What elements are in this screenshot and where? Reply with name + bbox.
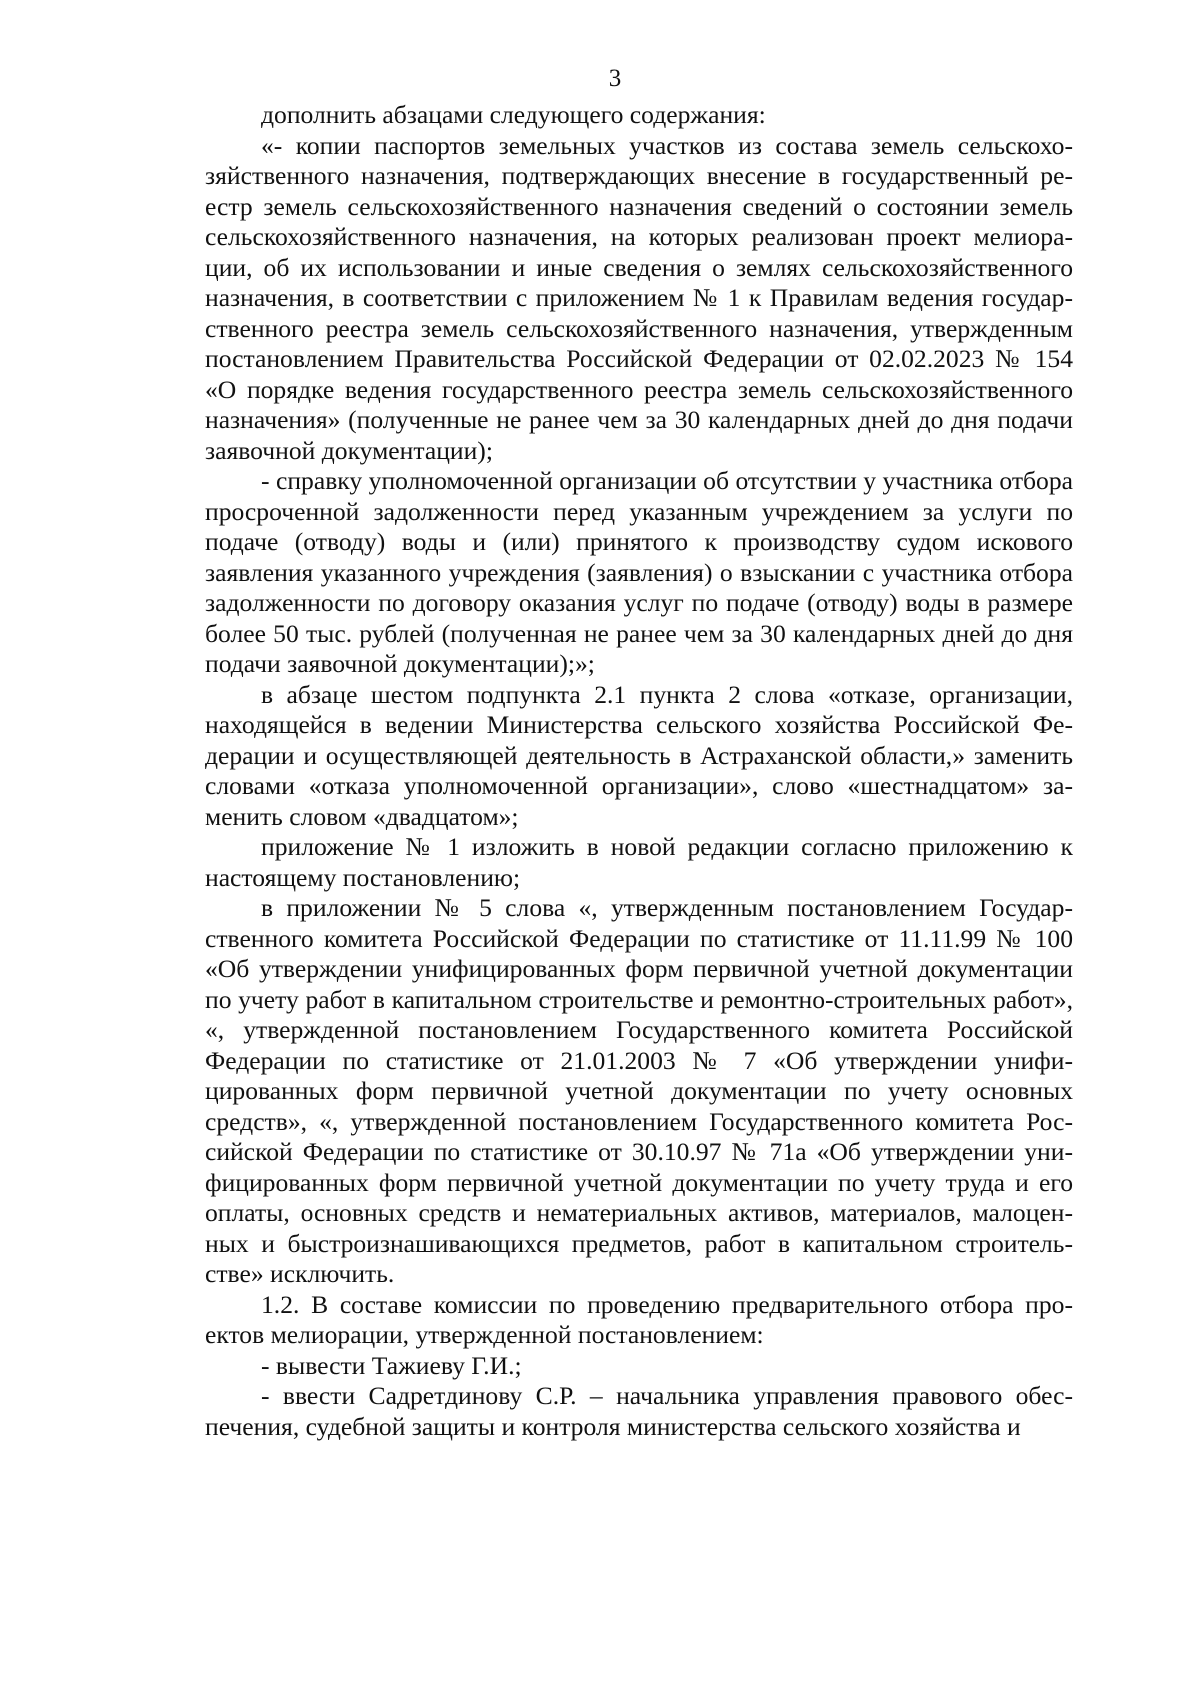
paragraph: - справку уполномоченной организации об отсутствии у участника отбора просроченной задолженности перед указанным учреждением за услуги по подаче (отводу) воды и (или) принятого к производству судом искового заявления указанного учреждения (заявления) о взыскании с участника отбора задолженности по договору оказания услуг по подаче (отводу) воды в размере более 50 тыс. рублей (полученная не ранее чем за 30 календарных дней до дня подачи заявочной документации);»;	[205, 466, 1073, 678]
paragraph: в абзаце шестом подпункта 2.1 пункта 2 слова «отказе, организации, находящейся в ведении Министерства сельского хозяйства Российской Федерации и осуществляющей деятельность в Астраханской области,» заменить словами «отказа уполномоченной организации», слово «шестнадцатом» заменить словом «двадцатом»;	[205, 679, 1073, 831]
document-body	[205, 100, 1073, 1442]
page-number: 3	[608, 65, 622, 92]
paragraph: в приложении № 5 слова «, утвержденным постановлением Государственного комитета Российской Федерации по статистике от 11.11.99 № 100 «Об утверждении унифицированных форм первичной учетной документации по учету работ в капитальном строительстве и ремонтно-строительных работ», «, утвержденной постановлением Государственного комитета Российской Федерации по статистике от 21.01.2003 № 7 «Об утверждении унифицированных форм первичной учетной документации по учету основных средств», «, утвержденной постановлением Государственного комитета Российской Федерации по статистике от 30.10.97 № 71а «Об утверждении унифицированных форм первичной учетной документации по учету труда и его оплаты, основных средств и нематериальных активов, материалов, малоценных и быстроизнашивающихся предметов, работ в капитальном строительстве» исключить.	[205, 893, 1073, 1288]
paragraph: 1.2. В составе комиссии по проведению предварительного отбора проектов мелиорации, утвержденной постановлением:	[205, 1289, 1073, 1349]
paragraph: дополнить абзацами следующего содержания:	[261, 100, 766, 129]
paragraph: - вывести Тажиеву Г.И.;	[261, 1350, 522, 1380]
paragraph: «- копии паспортов земельных участков из состава земель сельскохозяйственного назначения, подтверждающих внесение в государственный реестр земель сельскохозяйственного назначения сведений о состоянии земель сельскохозяйственного назначения, на которых реализован проект мелиорации, об их использовании и иные сведения о землях сельскохозяйственного назначения, в соответствии с приложением № 1 к Правилам ведения государственного реестра земель сельскохозяйственного назначения, утвержденным постановлением Правительства Российской Федерации от 02.02.2023 № 154 «О порядке ведения государственного реестра земель сельскохозяйственного назначения» (полученные не ранее чем за 30 календарных дней до дня подачи заявочной документации);	[205, 130, 1073, 465]
paragraph: - ввести Садретдинову С.Р. – начальника управления правового обеспечения, судебной защиты и контроля министерства сельского хозяйства и	[205, 1381, 1073, 1441]
paragraph: приложение № 1 изложить в новой редакции согласно приложению к настоящему постановлению;	[205, 832, 1073, 892]
